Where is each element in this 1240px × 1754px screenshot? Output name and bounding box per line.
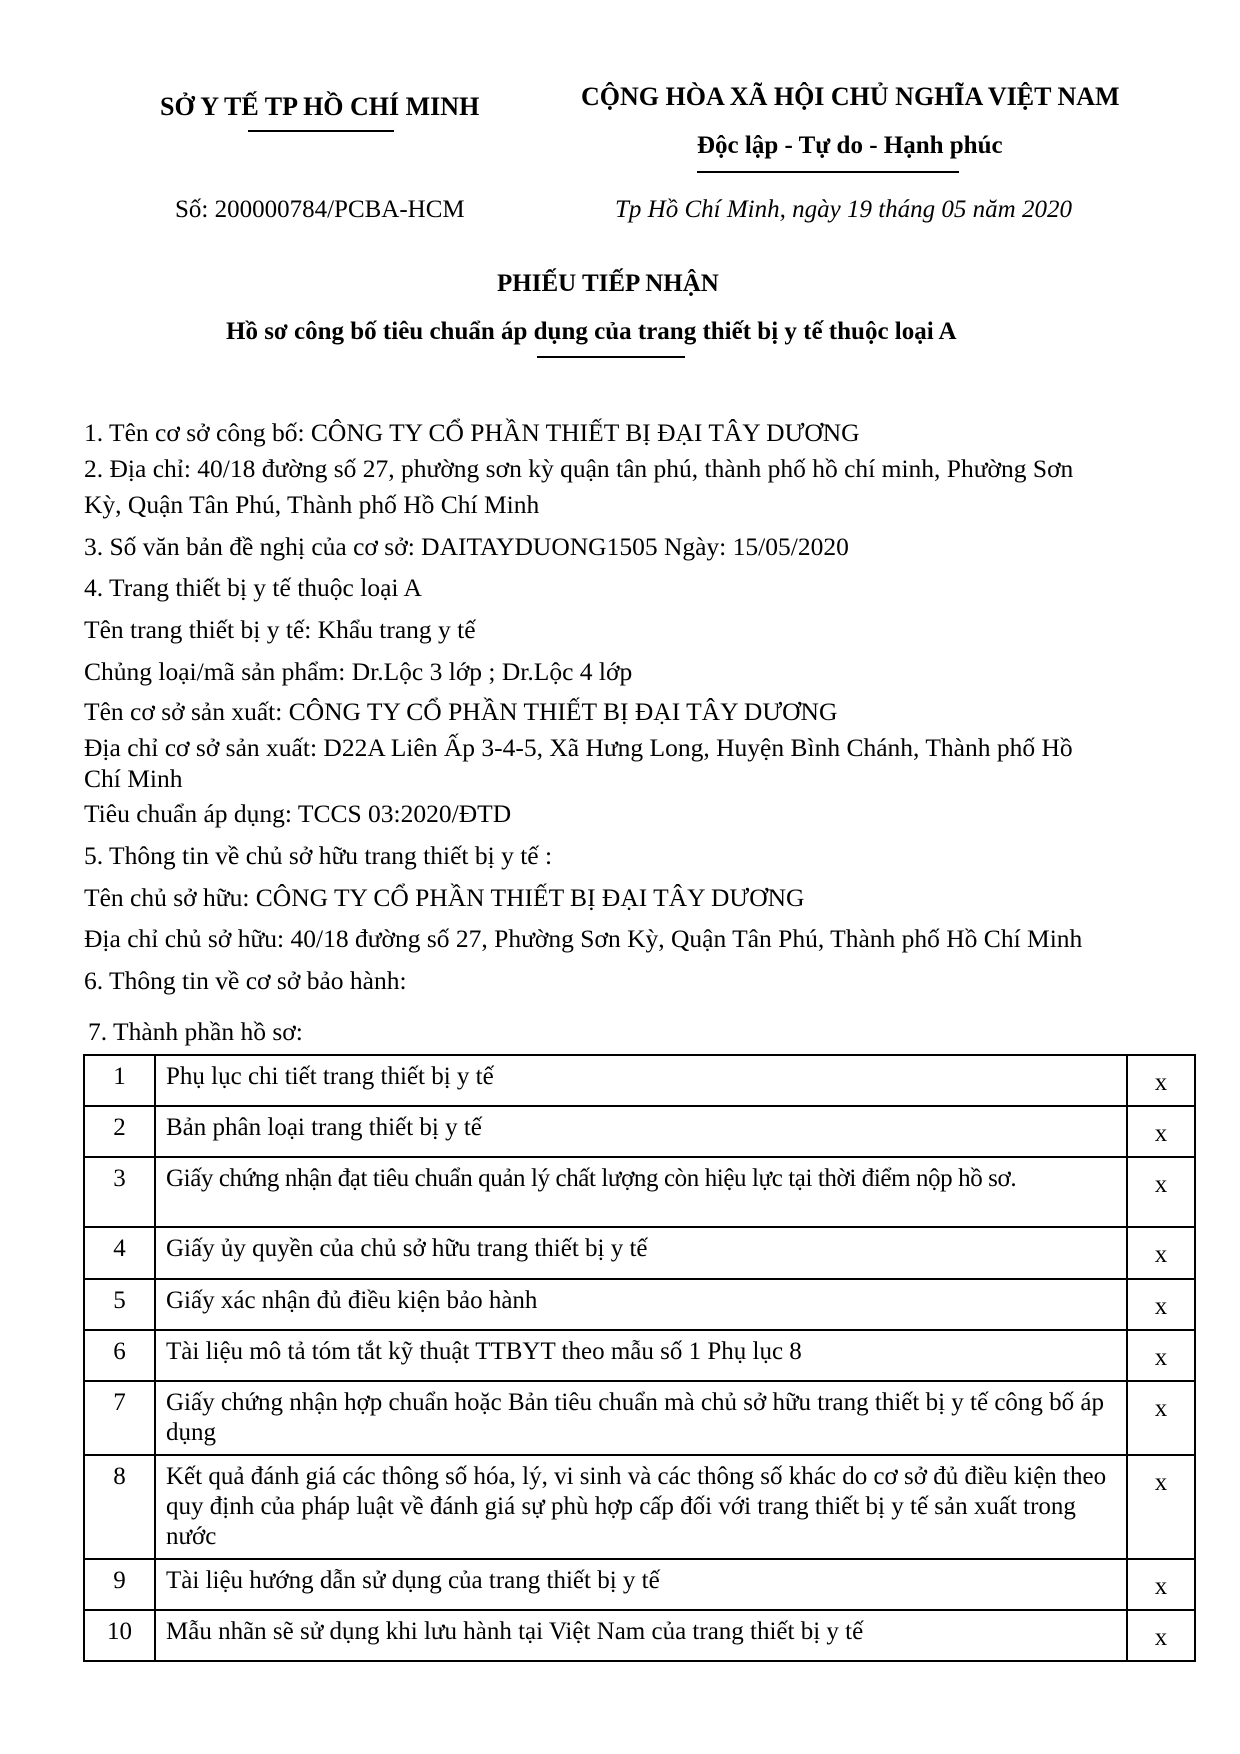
row-number: 10: [84, 1610, 155, 1661]
row-check-mark: x: [1127, 1455, 1195, 1559]
row-description: Giấy ủy quyền của chủ sở hữu trang thiết bị y tế: [155, 1227, 1127, 1279]
row-number: 7: [84, 1381, 155, 1455]
device-name: Tên trang thiết bị y tế: Khẩu trang y tế: [84, 615, 476, 644]
table-row: [84, 1157, 1195, 1227]
national-motto: Độc lập - Tự do - Hạnh phúc: [697, 132, 1003, 159]
row-check-mark: x: [1127, 1279, 1195, 1330]
place-and-date: Tp Hồ Chí Minh, ngày 19 tháng 05 năm 2020: [615, 196, 1072, 223]
table-row: [84, 1279, 1195, 1330]
row-number: 1: [84, 1055, 155, 1106]
motto-underline: [697, 171, 959, 173]
row-description: Giấy chứng nhận hợp chuẩn hoặc Bản tiêu chuẩn mà chủ sở hữu trang thiết bị y tế công bố áp dụng: [155, 1381, 1127, 1455]
owner-address: Địa chỉ chủ sở hữu: 40/18 đường số 27, Phường Sơn Kỳ, Quận Tân Phú, Thành phố Hồ Chí Minh: [84, 924, 1083, 953]
manufacturer-name: Tên cơ sở sản xuất: CÔNG TY CỔ PHẦN THIẾT BỊ ĐẠI TÂY DƯƠNG: [84, 697, 838, 726]
table-row: [84, 1227, 1195, 1279]
owner-name: Tên chủ sở hữu: CÔNG TY CỔ PHẦN THIẾT BỊ ĐẠI TÂY DƯƠNG: [84, 883, 805, 912]
row-number: 8: [84, 1455, 155, 1559]
device-model: Chủng loại/mã sản phẩm: Dr.Lộc 3 lớp ; Dr.Lộc 4 lớp: [84, 657, 633, 686]
row-description: Tài liệu hướng dẫn sử dụng của trang thiết bị y tế: [155, 1559, 1127, 1610]
table-row: [84, 1455, 1195, 1559]
document-title: PHIẾU TIẾP NHẬN: [497, 270, 719, 297]
row-description: Tài liệu mô tả tóm tắt kỹ thuật TTBYT theo mẫu số 1 Phụ lục 8: [155, 1330, 1127, 1381]
row-description: Phụ lục chi tiết trang thiết bị y tế: [155, 1055, 1127, 1106]
device-class: 4. Trang thiết bị y tế thuộc loại A: [84, 573, 422, 602]
table-row: [84, 1055, 1195, 1106]
row-check-mark: x: [1127, 1055, 1195, 1106]
document-subtitle: Hồ sơ công bố tiêu chuẩn áp dụng của trang thiết bị y tế thuộc loại A: [226, 318, 957, 345]
row-description: Giấy chứng nhận đạt tiêu chuẩn quản lý chất lượng còn hiệu lực tại thời điểm nộp hồ sơ.: [155, 1157, 1127, 1227]
document-number: Số: 200000784/PCBA-HCM: [175, 196, 465, 223]
row-check-mark: x: [1127, 1381, 1195, 1455]
publisher-name: 1. Tên cơ sở công bố: CÔNG TY CỔ PHẦN THIẾT BỊ ĐẠI TÂY DƯƠNG: [84, 418, 860, 447]
row-number: 6: [84, 1330, 155, 1381]
row-number: 3: [84, 1157, 155, 1227]
table-row: [84, 1106, 1195, 1157]
manufacturer-address-line2: Chí Minh: [84, 764, 183, 793]
publisher-address-line1: 2. Địa chỉ: 40/18 đường số 27, phường sơn kỳ quận tân phú, thành phố hồ chí minh, Phường Sơn: [84, 454, 1074, 483]
row-description: Mẫu nhãn sẽ sử dụng khi lưu hành tại Việt Nam của trang thiết bị y tế: [155, 1610, 1127, 1661]
row-check-mark: x: [1127, 1559, 1195, 1610]
row-check-mark: x: [1127, 1610, 1195, 1661]
owner-section-heading: 5. Thông tin về chủ sở hữu trang thiết bị y tế :: [84, 841, 553, 870]
agency-underline: [248, 130, 394, 132]
agency-name: SỞ Y TẾ TP HỒ CHÍ MINH: [160, 92, 480, 121]
dossier-section-heading: 7. Thành phần hồ sơ:: [88, 1017, 303, 1046]
row-number: 9: [84, 1559, 155, 1610]
row-number: 5: [84, 1279, 155, 1330]
row-number: 2: [84, 1106, 155, 1157]
table-row: [84, 1381, 1195, 1455]
row-check-mark: x: [1127, 1330, 1195, 1381]
row-description: Giấy xác nhận đủ điều kiện bảo hành: [155, 1279, 1127, 1330]
table-row: [84, 1330, 1195, 1381]
manufacturer-address-line1: Địa chỉ cơ sở sản xuất: D22A Liên Ấp 3-4-5, Xã Hưng Long, Huyện Bình Chánh, Thành phố Hồ: [84, 733, 1073, 762]
dossier-table: [83, 1054, 1196, 1662]
row-check-mark: x: [1127, 1106, 1195, 1157]
table-row: [84, 1559, 1195, 1610]
row-check-mark: x: [1127, 1157, 1195, 1227]
row-check-mark: x: [1127, 1227, 1195, 1279]
table-row: [84, 1610, 1195, 1661]
applied-standard: Tiêu chuẩn áp dụng: TCCS 03:2020/ĐTD: [84, 799, 512, 828]
row-description: Bản phân loại trang thiết bị y tế: [155, 1106, 1127, 1157]
row-description: Kết quả đánh giá các thông số hóa, lý, vi sinh và các thông số khác do cơ sở đủ điều kiện theo quy định của pháp luật về đánh giá sự phù hợp cấp đối với trang thiết bị y tế sản xuất trong nước: [155, 1455, 1127, 1559]
subtitle-underline: [537, 356, 685, 358]
row-number: 4: [84, 1227, 155, 1279]
publisher-address-line2: Kỳ, Quận Tân Phú, Thành phố Hồ Chí Minh: [84, 490, 540, 519]
warranty-section-heading: 6. Thông tin về cơ sở bảo hành:: [84, 966, 407, 995]
country-name: CỘNG HÒA XÃ HỘI CHỦ NGHĨA VIỆT NAM: [581, 82, 1120, 111]
request-document: 3. Số văn bản đề nghị của cơ sở: DAITAYDUONG1505 Ngày: 15/05/2020: [84, 532, 849, 561]
